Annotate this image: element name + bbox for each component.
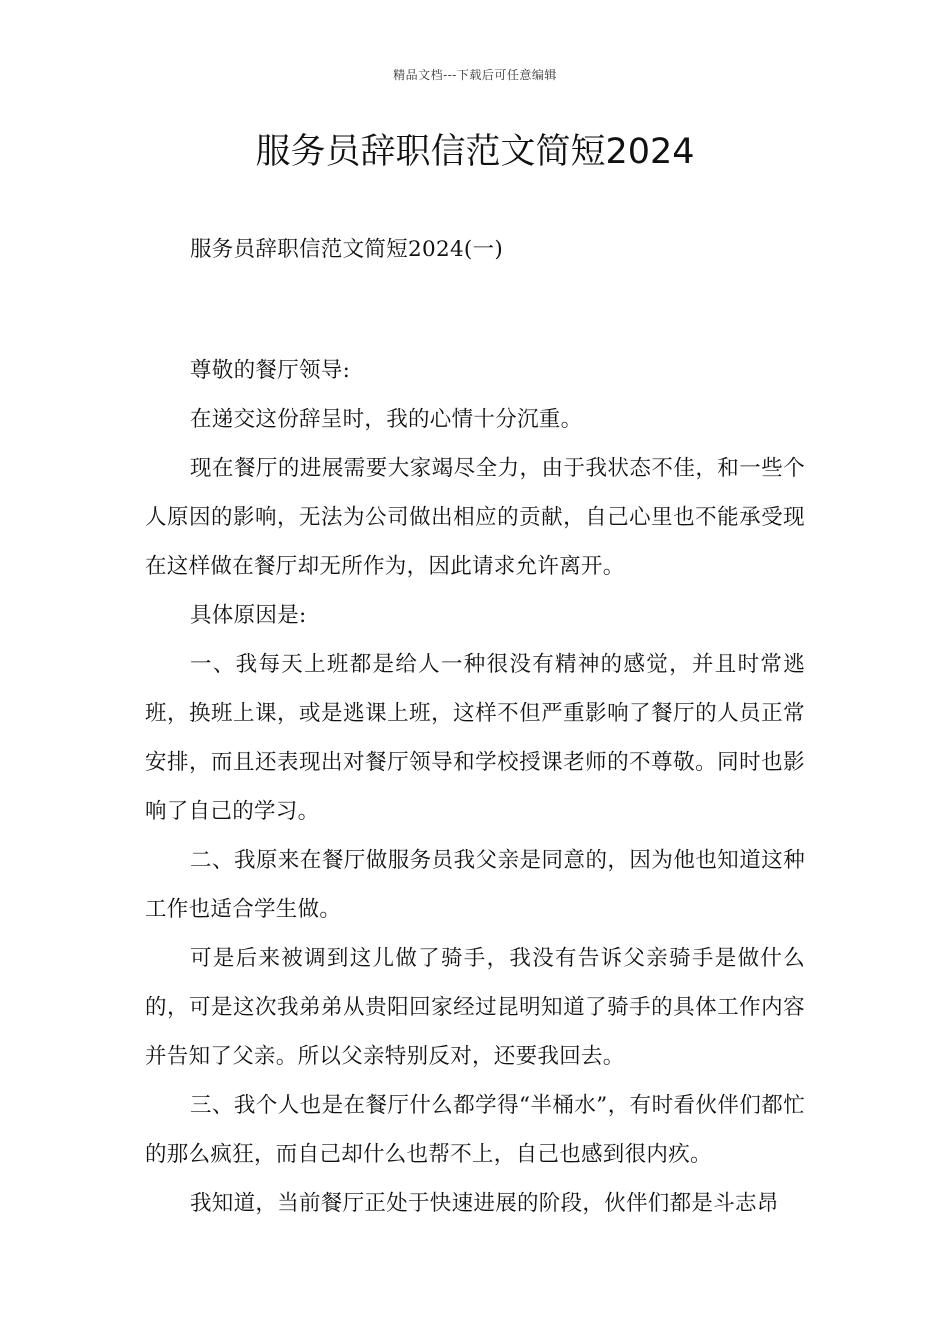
body-paragraph: 二、我原来在餐厅做服务员我父亲是同意的，因为他也知道这种工作也适合学生做。 — [145, 848, 805, 922]
body-paragraph: 在递交这份辞呈时，我的心情十分沉重。 — [190, 407, 583, 432]
salutation-paragraph: 尊敬的餐厅领导: — [190, 358, 351, 383]
body-paragraph: 三、我个人也是在餐厅什么都学得“半桶水”，有时看伙伴们都忙的那么疯狂，而自己却什么也帮不上，自己也感到很内疚。 — [145, 1093, 805, 1167]
body-paragraph: 现在餐厅的进展需要大家竭尽全力，由于我状态不佳，和一些个人原因的影响，无法为公司做出相应的贡献，自己心里也不能承受现在这样做在餐厅却无所作为，因此请求允许离开。 — [145, 456, 805, 579]
header-note: 精品文档---下载后可任意编辑 — [393, 68, 557, 82]
document-body — [145, 225, 805, 1228]
document-subtitle: 服务员辞职信范文简短2024(一) — [190, 237, 504, 262]
body-paragraph: 我知道，当前餐厅正处于快速进展的阶段，伙伴们都是斗志昂 — [190, 1191, 779, 1216]
document-title: 服务员辞职信范文简短2024 — [255, 132, 695, 172]
body-paragraph: 可是后来被调到这儿做了骑手，我没有告诉父亲骑手是做什么的，可是这次我弟弟从贵阳回家经过昆明知道了骑手的具体工作内容并告知了父亲。所以父亲特别反对，还要我回去。 — [145, 946, 805, 1069]
body-paragraph: 具体原因是: — [190, 603, 307, 628]
body-paragraph: 一、我每天上班都是给人一种很没有精神的感觉，并且时常逃班，换班上课，或是逃课上班，这样不但严重影响了餐厅的人员正常安排，而且还表现出对餐厅领导和学校授课老师的不尊敬。同时也影响了自己的学习。 — [145, 652, 805, 824]
